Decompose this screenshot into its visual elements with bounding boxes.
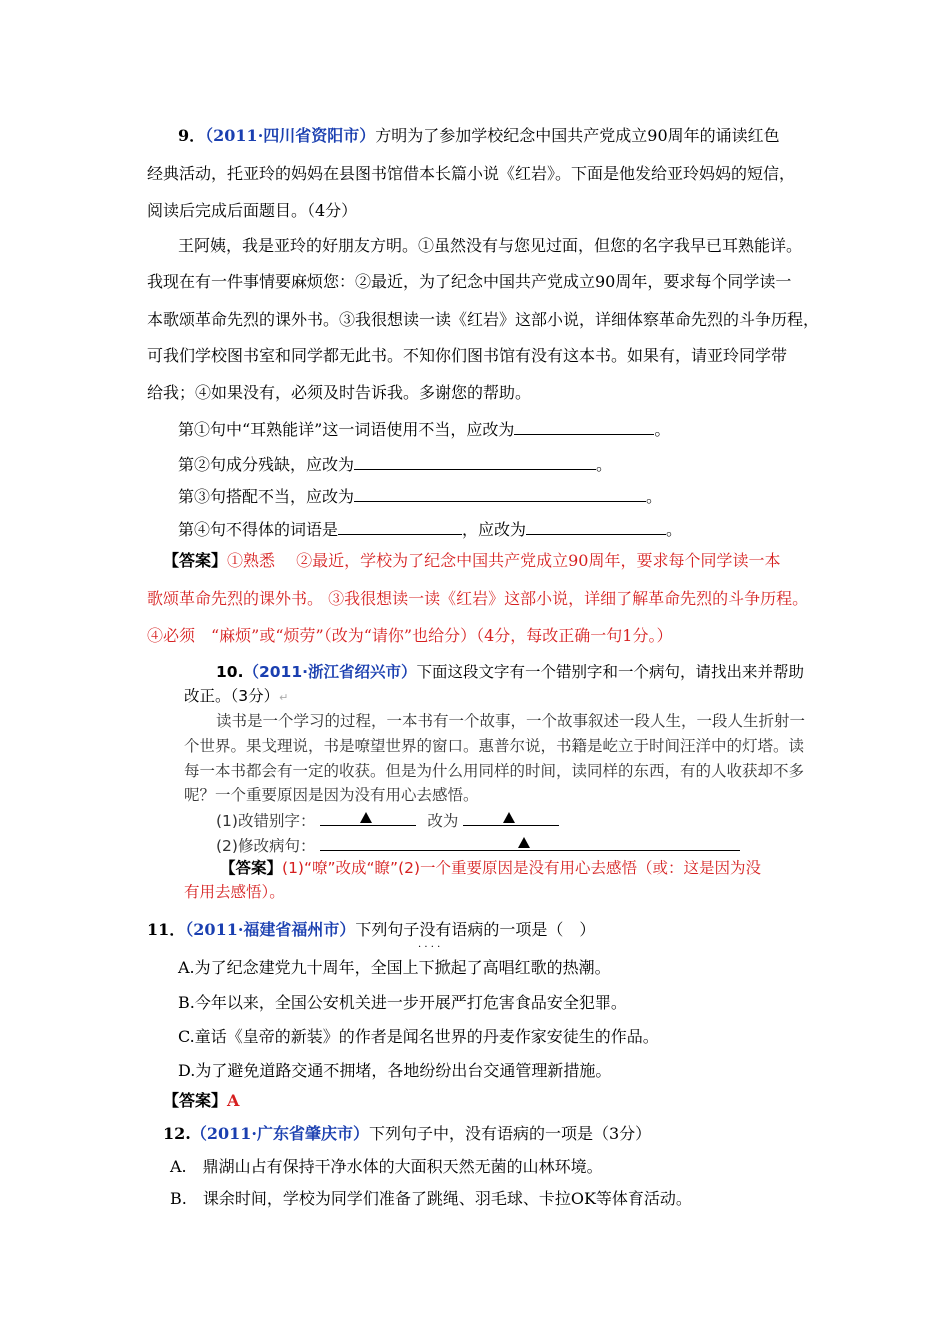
- triangle-marker-icon: [518, 837, 530, 848]
- q9-ask2-blank[interactable]: [354, 453, 596, 470]
- q10-answer-line1: [220, 858, 761, 878]
- q10-sub1-label: (1)改错别字：: [216, 812, 316, 830]
- q10-sub1-mid: 改为: [427, 812, 459, 830]
- q9-source-open: （: [205, 126, 214, 145]
- q9-message-line3: 本歌颂革命先烈的课外书。③我很想读一读《红岩》这部小说，详细体察革命先烈的斗争历程，: [147, 310, 820, 329]
- q10-return-mark: ↵: [279, 691, 289, 704]
- q9-ask1-blank[interactable]: [514, 418, 654, 435]
- q9-answer-text1: ①熟悉 ②最近，学校为了纪念中国共产党成立90周年，要求每个同学读一本: [227, 551, 781, 570]
- q10-sub2: [216, 834, 740, 856]
- q11-answer: [163, 1091, 239, 1111]
- q10-embedded-block: [178, 652, 838, 900]
- q11-stem-line: [147, 920, 595, 940]
- q9-ask2-end: 。: [596, 455, 613, 474]
- q9-ask4-blank2[interactable]: [526, 518, 666, 535]
- q9-ask1-text: 第①句中“耳熟能详”这一词语使用不当，应改为: [178, 420, 515, 439]
- q10-passage-line2: 个世界。果戈理说，书是嘹望世界的窗口。惠普尔说，书籍是屹立于时间汪洋中的灯塔。读: [184, 737, 805, 755]
- q9-message-line2: 我现在有一件事情要麻烦您：②最近，为了纪念中国共产党成立90周年，要求每个同学读一: [147, 272, 792, 291]
- q9-ask4: [178, 518, 682, 540]
- q9-source: 2011·四川省资阳市: [213, 126, 360, 145]
- q11-option-d: D.为了避免道路交通不拥堵，各地纷纷出台交通管理新措施。: [178, 1061, 612, 1080]
- q12-option-a: A. 鼎湖山占有保持干净水体的大面积天然无菌的山林环境。: [170, 1157, 603, 1176]
- q10-source-close: ）: [401, 663, 417, 681]
- q10-stem-line1: [216, 662, 804, 682]
- q11-stem-text: 下列句子没有语病的一项是（ ）: [355, 920, 596, 939]
- q10-sub2-blank[interactable]: [320, 834, 740, 851]
- q9-ask4-end: 。: [666, 520, 683, 539]
- q10-sub1-blank2[interactable]: [463, 809, 559, 826]
- q10-answer-line2: 有用去感悟）。: [184, 883, 285, 901]
- q10-passage-line4: 呢？一个重要原因是因为没有用心去感悟。: [184, 786, 479, 804]
- q12-option-b: B. 课余时间，学校为同学们准备了跳绳、羽毛球、卡拉OK等体育活动。: [170, 1189, 692, 1208]
- q10-answer-label: 【答案】: [220, 859, 283, 877]
- q11-answer-label: 【答案】: [163, 1091, 228, 1110]
- q11-option-b: B.今年以来，全国公安机关进一步开展严打危害食品安全犯罪。: [178, 993, 627, 1012]
- q10-sub1-blank1[interactable]: [320, 809, 416, 826]
- q9-ask1: [178, 418, 670, 440]
- q9-ask3-blank[interactable]: [354, 485, 646, 502]
- q9-ask2: [178, 453, 612, 475]
- q11-source: 2011·福建省福州市: [193, 920, 340, 939]
- q9-stem-text: 方明为了参加学校纪念中国共产党成立90周年的诵读红色: [375, 126, 780, 145]
- q9-stem-line2: 经典活动，托亚玲的妈妈在县图书馆借本长篇小说《红岩》。下面是他发给亚玲妈妈的短信，: [147, 164, 796, 183]
- q9-ask3-text: 第③句搭配不当，应改为: [178, 487, 355, 506]
- q10-source: 2011·浙江省绍兴市: [258, 663, 402, 681]
- triangle-marker-icon: [360, 812, 372, 823]
- q9-message-line1: 王阿姨，我是亚玲的好朋友方明。①虽然没有与您见过面，但您的名字我早已耳熟能详。: [178, 236, 803, 255]
- q11-answer-value: A: [227, 1091, 240, 1110]
- triangle-marker-icon: [503, 812, 515, 823]
- q11-option-c: C.童话《皇帝的新装》的作者是闻名世界的丹麦作家安徒生的作品。: [178, 1027, 659, 1046]
- q9-message-line5: 给我；④如果没有，必须及时告诉我。多谢您的帮助。: [147, 383, 532, 402]
- q9-message-line4: 可我们学校图书室和同学都无此书。不知你们图书馆有没有这本书。如果有，请亚玲同学带: [147, 346, 788, 365]
- q9-answer-label: 【答案】: [163, 551, 228, 570]
- q9-stem-line1: [178, 126, 780, 146]
- q12-stem-line: [163, 1124, 651, 1144]
- q9-stem-line3: 阅读后完成后面题目。（4分）: [147, 201, 358, 220]
- q9-ask4-text: 第④句不得体的词语是: [178, 520, 339, 539]
- q9-ask4-mid: ，应改为: [462, 520, 527, 539]
- q9-ask1-end: 。: [654, 420, 671, 439]
- q10-source-open: （: [243, 663, 259, 681]
- q11-number: 11．: [147, 920, 186, 939]
- q12-source: 2011·广东省肇庆市: [206, 1124, 353, 1143]
- q10-sub2-label: (2)修改病句：: [216, 837, 316, 855]
- q10-stem-text2: 改正。（3分）: [184, 687, 280, 705]
- q9-ask3: [178, 485, 662, 507]
- q12-source-open: （: [190, 1124, 207, 1143]
- q10-answer-text1: (1)“嘹”改成“瞭”(2)一个重要原因是没有用心去感悟（或：这是因为没: [282, 859, 762, 877]
- q11-emphasis-dots: · · · ·: [418, 942, 441, 953]
- q10-passage-line1: 读书是一个学习的过程，一本书有一个故事，一个故事叙述一段人生，一段人生折射一: [216, 712, 806, 730]
- q10-sub1: [216, 809, 559, 831]
- q12-source-close: ）: [352, 1124, 369, 1143]
- q9-ask2-text: 第②句成分残缺，应改为: [178, 455, 355, 474]
- q9-answer-line2: 歌颂革命先烈的课外书。 ③我很想读一读《红岩》这部小说，详细了解革命先烈的斗争历程。: [147, 589, 809, 608]
- q12-stem-text: 下列句子中，没有语病的一项是（3分）: [368, 1124, 652, 1143]
- q11-source-close: ）: [339, 920, 356, 939]
- q9-answer-line3: ④必须 “麻烦”或“烦劳”（改为“请你”也给分）（4分，每改正确一句1分。）: [147, 626, 673, 645]
- q9-number: 9．: [178, 126, 206, 145]
- q10-stem-text: 下面这段文字有一个错别字和一个病句，请找出来并帮助: [416, 663, 805, 681]
- q11-source-open: （: [185, 920, 194, 939]
- q9-source-close: ）: [359, 126, 376, 145]
- q10-passage-line3: 每一本书都会有一定的收获。但是为什么用同样的时间，读同样的东西，有的人收获却不多: [184, 762, 805, 780]
- q12-number: 12.: [163, 1124, 191, 1143]
- q11-option-a: A.为了纪念建党九十周年，全国上下掀起了高唱红歌的热潮。: [178, 958, 611, 977]
- q9-ask4-blank1[interactable]: [338, 518, 462, 535]
- q10-stem-line2: [184, 686, 288, 708]
- q9-answer-line1: [163, 551, 780, 571]
- q10-number: 10.: [216, 663, 244, 681]
- q9-ask3-end: 。: [646, 487, 663, 506]
